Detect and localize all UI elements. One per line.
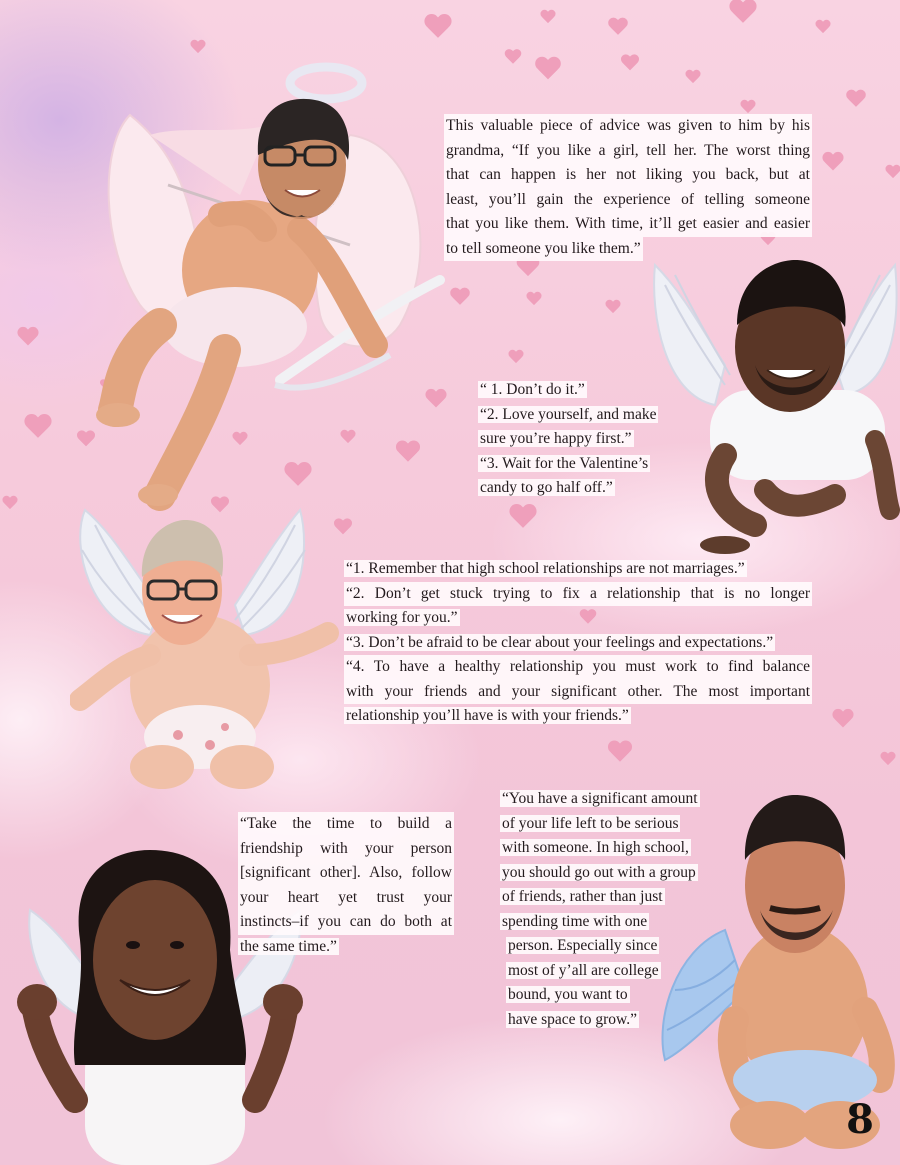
quote-line: [significant other]. Also, follow (238, 861, 454, 886)
quote-space-to-grow (500, 787, 720, 1032)
cupid-figure-icon (90, 55, 460, 515)
quote-line: “2. Don’t get stuck trying to fix a relationship that is no longer (344, 582, 812, 607)
quote-line: bound, you want to (508, 986, 628, 1003)
quote-line: of your life left to be serious (502, 814, 679, 832)
quote-line: relationship you’ll have is with your friends.” (346, 707, 629, 724)
winged-baby-crawling-icon (645, 255, 900, 555)
quote-line: least, you’ll gain the experience of telling someone (444, 188, 812, 213)
quote-line: spending time with one (502, 912, 648, 930)
quote-line: “1. Remember that high school relationships are not marriages.” (346, 560, 745, 577)
quote-line: working for you.” (346, 609, 458, 626)
quote-line: to tell someone you like them.” (444, 237, 643, 262)
quote-line: that can happen is her not liking you back, but at (444, 163, 812, 188)
quote-line: of friends, rather than just (502, 888, 663, 905)
quote-build-friendship (238, 812, 454, 959)
quote-line: that you like them. With time, it’ll get easier and easier (444, 212, 812, 237)
quote-line: “4. To have a healthy relationship you must work to find balance (344, 655, 812, 680)
quote-line: “Take the time to build a (238, 812, 454, 837)
page-number: 8 (846, 1096, 874, 1143)
quote-line: most of y’all are college (508, 961, 659, 979)
quote-line: sure you’re happy first.” (480, 430, 632, 447)
quote-line: “You have a significant amount (502, 790, 698, 807)
quote-line: have space to grow.” (508, 1010, 637, 1028)
quote-line: “ 1. Don’t do it.” (480, 381, 585, 398)
quote-line: “3. Don’t be afraid to be clear about your feelings and expectations.” (346, 633, 774, 651)
quote-line: “2. Love yourself, and make (480, 405, 657, 423)
quote-line: candy to go half off.” (480, 479, 613, 496)
quote-line: the same time.” (240, 937, 337, 955)
quote-line: person. Especially since (508, 937, 658, 954)
quote-line: your heart yet trust your (238, 886, 454, 911)
quote-grandma-advice (444, 114, 812, 261)
quote-line: with someone. In high school, (502, 839, 689, 856)
quote-line: “3. Wait for the Valentine’s (480, 454, 649, 472)
quote-line: grandma, “If you like a girl, tell her. The worst thing (444, 139, 812, 164)
quote-line: instincts–if you can do both at (238, 910, 454, 935)
winged-baby-sitting-icon (70, 505, 350, 795)
quote-high-school-relationships (344, 557, 812, 729)
quote-line: This valuable piece of advice was given to him by his (444, 114, 812, 139)
quote-line: you should go out with a group (502, 863, 696, 881)
quote-valentines-tips (478, 378, 678, 501)
quote-line: with your friends and your significant other. The most important (344, 680, 812, 705)
quote-line: friendship with your person (238, 837, 454, 862)
